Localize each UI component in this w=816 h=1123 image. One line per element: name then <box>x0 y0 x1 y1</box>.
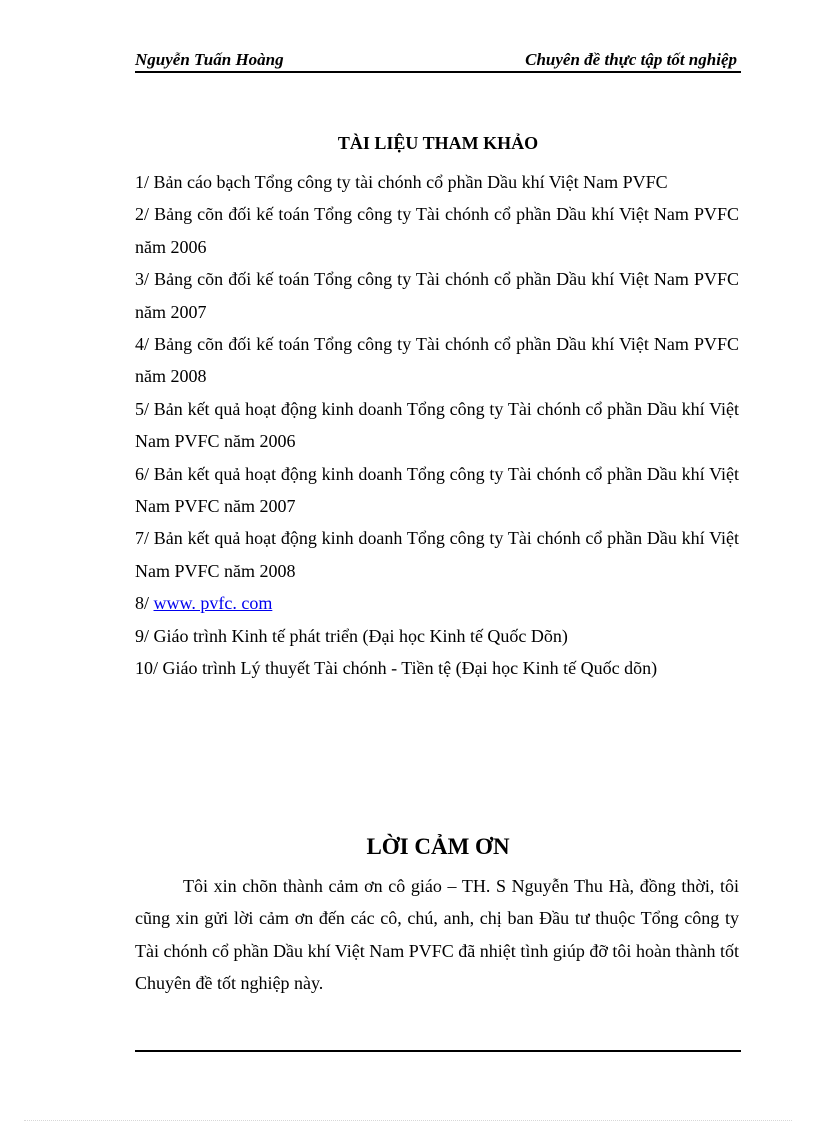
reference-text: Bản kết quả hoạt động kinh doanh Tổng công ty Tài chónh cổ phần Dầu khí Việt Nam PVFC năm 2008 <box>135 528 739 581</box>
references-title: TÀI LIỆU THAM KHẢO <box>337 133 539 153</box>
page-header <box>135 46 741 74</box>
reference-list <box>135 166 739 685</box>
header-author: Nguyễn Tuấn Hoàng <box>135 50 284 69</box>
footer-rule <box>135 1050 741 1052</box>
reference-text: Bản kết quả hoạt động kinh doanh Tổng công ty Tài chónh cổ phần Dầu khí Việt Nam PVFC năm 2007 <box>135 463 739 517</box>
reference-text: Bản cáo bạch Tổng công ty tài chónh cổ phần Dầu khí Việt Nam PVFC <box>153 172 668 192</box>
reference-number: 8/ <box>135 593 150 614</box>
reference-item <box>135 328 739 393</box>
reference-text: Bản kết quả hoạt động kinh doanh Tổng công ty Tài chónh cổ phần Dầu khí Việt Nam PVFC năm 2006 <box>135 398 739 452</box>
reference-number: 9/ <box>135 625 150 646</box>
page-bottom-edge <box>24 1120 792 1121</box>
reference-text: Bảng cõn đối kế toán Tổng công ty Tài chónh cổ phần Dầu khí Việt Nam PVFC năm 2008 <box>135 334 740 387</box>
reference-item <box>135 620 739 652</box>
reference-item <box>135 587 739 619</box>
reference-item <box>135 166 739 198</box>
website-link[interactable]: www. pvfc. com <box>153 593 273 614</box>
reference-number: 5/ <box>135 398 150 419</box>
header-rule <box>135 71 741 73</box>
reference-text: Bảng cõn đối kế toán Tổng công ty Tài chónh cổ phần Dầu khí Việt Nam PVFC năm 2007 <box>135 269 740 322</box>
header-document-type: Chuyên đề thực tập tốt nghiệp <box>525 50 737 69</box>
reference-item <box>135 393 739 458</box>
reference-text: Bảng cõn đối kế toán Tổng công ty Tài chónh cổ phần Dầu khí Việt Nam PVFC năm 2006 <box>135 204 740 257</box>
reference-number: 1/ <box>135 172 150 192</box>
acknowledgement-title: LỜI CẢM ƠN <box>366 834 510 859</box>
reference-item <box>135 198 739 263</box>
reference-text: Giáo trình Lý thuyết Tài chónh - Tiền tệ (Đại học Kinh tế Quốc dõn) <box>162 658 658 679</box>
reference-number: 4/ <box>135 334 150 355</box>
reference-item <box>135 522 739 587</box>
reference-item <box>135 458 739 523</box>
reference-number: 2/ <box>135 204 150 225</box>
reference-text: Giáo trình Kinh tế phát triển (Đại học Kinh tế Quốc Dõn) <box>153 625 568 646</box>
acknowledgement-paragraph: Tôi xin chõn thành cảm ơn cô giáo – TH. S Nguyễn Thu Hà, đồng thời, tôi cũng xin gửi lời cảm ơn đến các cô, chú, anh, chị ban Đầu tư thuộc Tổng công ty Tài chónh cổ phần Dầu khí Việt Nam PVFC đã nhiệt tình giúp đỡ tôi hoàn thành tốt Chuyên đề tốt nghiệp này. <box>135 876 739 994</box>
reference-number: 10/ <box>135 658 159 679</box>
reference-number: 6/ <box>135 463 150 484</box>
reference-item <box>135 263 739 328</box>
reference-item <box>135 652 739 684</box>
reference-number: 3/ <box>135 269 150 290</box>
reference-number: 7/ <box>135 528 150 549</box>
